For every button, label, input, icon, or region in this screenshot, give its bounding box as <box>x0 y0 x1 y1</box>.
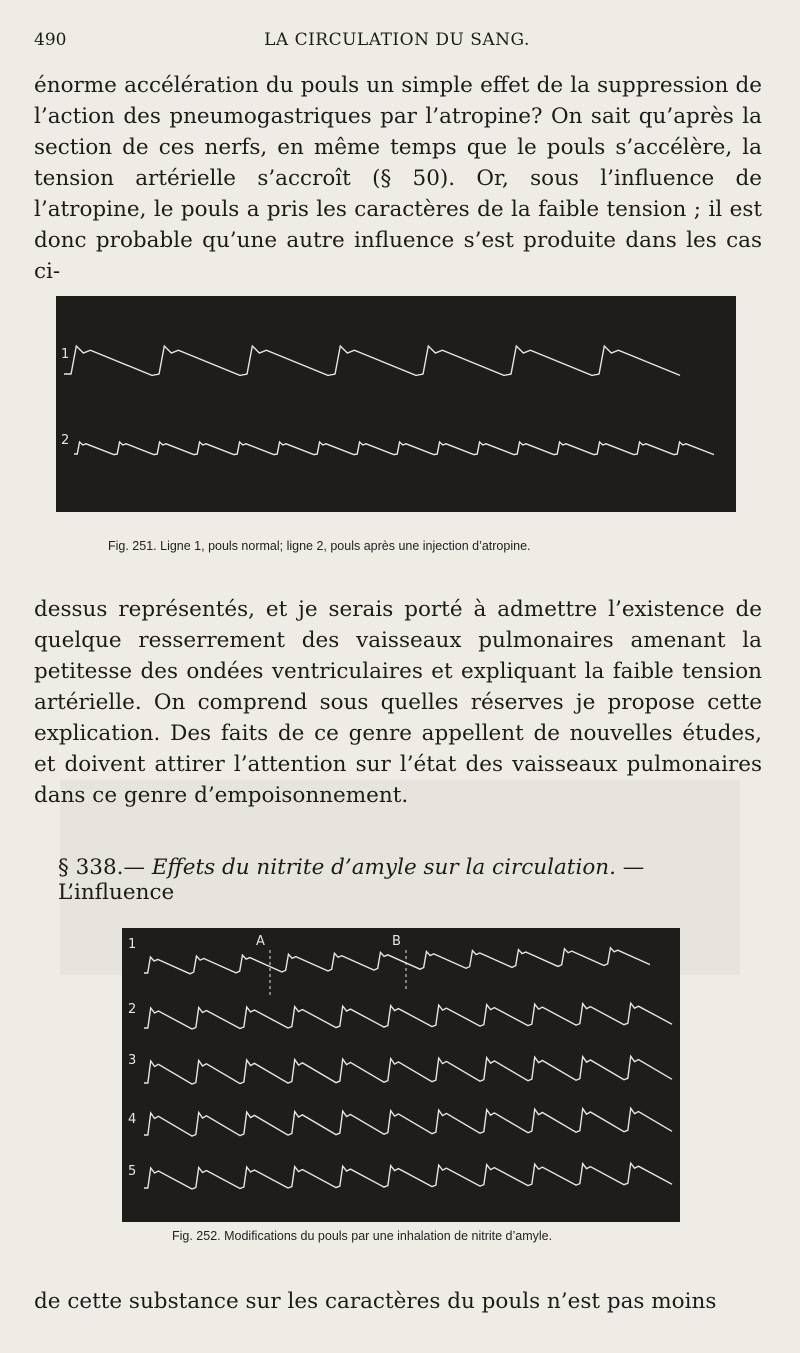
figure-252-line-label-4: 4 <box>128 1112 137 1127</box>
figure-252-trace-4 <box>144 1108 672 1136</box>
figure-252-trace-3 <box>144 1056 672 1084</box>
figure-252-line-label-5: 5 <box>128 1164 137 1179</box>
figure-251 <box>56 296 736 512</box>
section-number: § 338.— <box>58 855 145 880</box>
figure-251-caption: Fig. 251. Ligne 1, pouls normal; ligne 2, pouls après une injection d’atropine. <box>108 539 531 553</box>
figure-252-trace-1 <box>144 948 650 974</box>
figure-251-trace-1 <box>64 346 680 375</box>
running-title: LA CIRCULATION DU SANG. <box>264 30 530 50</box>
section-lead: — L’influence <box>58 855 645 905</box>
paragraph-2-text: dessus représentés, et je serais porté à admettre l’existence de quelque resserrement des vaisseaux pulmonaires amenant la petitesse des ondées ventriculaires et expliquant la faible tension artérielle. On comprend sous quelles réserves je propose cette explication. Des faits de ce genre appellent de nouvelles études, et doivent attirer l’attention sur l’état des vaisseaux pulmonaires dans ce genre d’empoisonnement. <box>34 597 762 808</box>
figure-252-line-label-3: 3 <box>128 1053 137 1068</box>
figure-252-tracing <box>122 928 680 1222</box>
paragraph-3 <box>34 1286 762 1317</box>
figure-252-marker-a: A <box>256 934 265 949</box>
figure-252-line-label-2: 2 <box>128 1002 137 1017</box>
section-heading <box>58 855 764 905</box>
figure-251-tracing <box>56 296 736 512</box>
figure-252-trace-2 <box>144 1003 672 1029</box>
paragraph-1 <box>34 70 762 287</box>
figure-252-line-label-1: 1 <box>128 937 137 952</box>
page-number: 490 <box>34 30 67 50</box>
paragraph-3-text: de cette substance sur les caractères du pouls n’est pas moins <box>34 1289 717 1314</box>
paragraph-1-text: énorme accélération du pouls un simple effet de la suppression de l’action des pneumogastriques par l’atropine? On sait qu’après la section de ces nerfs, en même temps que le pouls s’accélère, la tension artérielle s’accroît (§ 50). Or, sous l’influence de l’atropine, le pouls a pris les caractères de la faible tension ; il est donc probable qu’une autre influence s’est produite dans les cas ci- <box>34 73 762 284</box>
figure-251-line-label-2: 2 <box>61 433 70 448</box>
figure-251-line-label-1: 1 <box>61 347 70 362</box>
figure-252-marker-b: B <box>392 934 401 949</box>
figure-252 <box>122 928 680 1222</box>
section-title: Effets du nitrite d’amyle sur la circulation. <box>151 855 616 880</box>
figure-252-trace-5 <box>144 1163 672 1189</box>
figure-252-caption: Fig. 252. Modifications du pouls par une inhalation de nitrite d’amyle. <box>172 1229 553 1243</box>
page-header <box>34 30 760 56</box>
figure-251-trace-2 <box>74 442 714 455</box>
paragraph-2 <box>34 594 762 811</box>
